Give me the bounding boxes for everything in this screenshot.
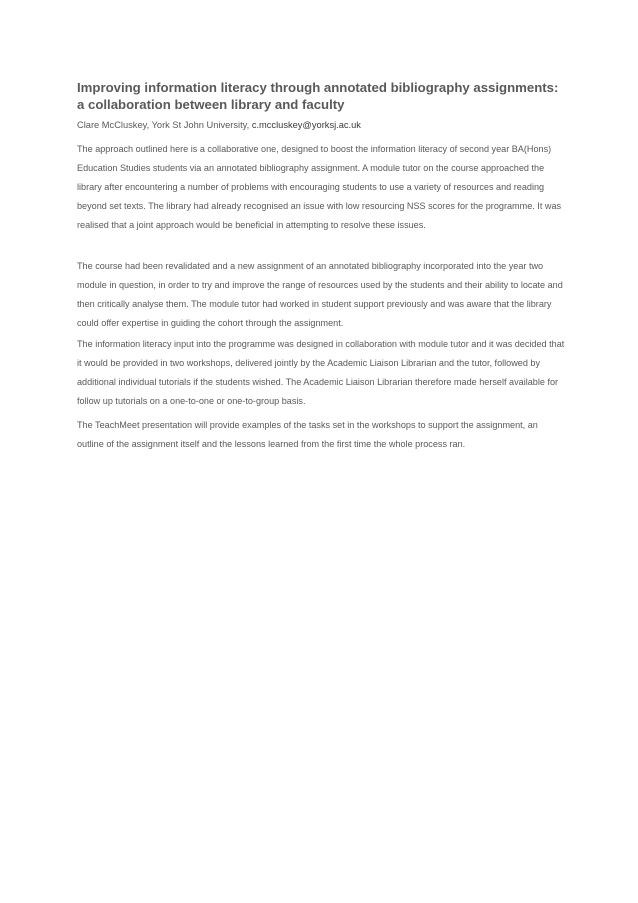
body-paragraph-1: The approach outlined here is a collaborative one, designed to boost the information literacy of second year BA(Hons) Education Studies students via an annotated bibliography assignment. A module tutor on the course approached the library after encountering a number of problems with encouraging students to use a variety of resources and reading beyond set texts. The library had already recognised an issue with low resourcing NSS scores for the programme. It was realised that a joint approach would be beneficial in attempting to resolve these issues.: [77, 144, 562, 231]
body-paragraph-2: The course had been revalidated and a new assignment of an annotated bibliography incorporated into the year two module in question, in order to try and improve the range of resources used by the students and their ability to locate and then critically analyse them. The module tutor had worked in student support previously and was aware that the library could offer expertise in guiding the cohort through the assignment.: [77, 261, 563, 329]
author-name-affiliation: Clare McCluskey, York St John University,: [77, 120, 252, 130]
author-email-link[interactable]: c.mccluskey@yorksj.ac.uk: [251, 120, 361, 130]
body-paragraph-4: The TeachMeet presentation will provide examples of the tasks set in the workshops to support the assignment, an outline of the assignment itself and the lessons learned from the first time the whole process ran.: [77, 420, 538, 450]
author-byline: [77, 119, 565, 131]
body-paragraph-3: The information literacy input into the programme was designed in collaboration with module tutor and it was decided that it would be provided in two workshops, delivered jointly by the Academic Liaison Librarian and the tutor, followed by additional individual tutorials if the students wished. The Academic Liaison Librarian therefore made herself available for follow up tutorials on a one-to-one or one-to-group basis.: [77, 339, 565, 407]
document-title: Improving information literacy through annotated bibliography assignments: a collaboration between library and faculty: [77, 80, 559, 112]
